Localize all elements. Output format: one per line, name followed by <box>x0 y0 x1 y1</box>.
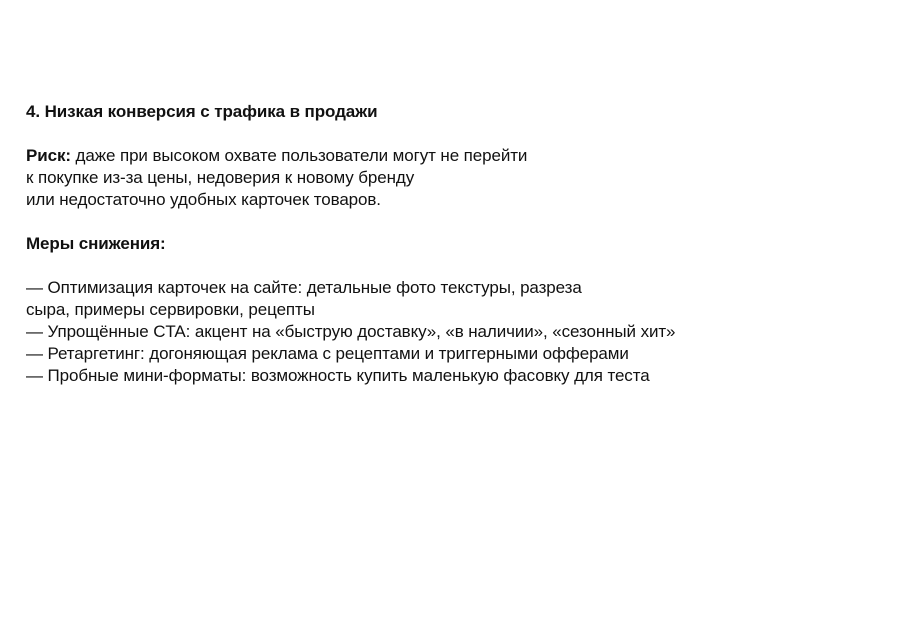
section-title: 4. Низкая конверсия с трафика в продажи <box>26 102 378 121</box>
spacer <box>26 255 886 277</box>
measure-item: — Ретаргетинг: догоняющая реклама с рецептами и триггерными офферами <box>26 344 629 363</box>
risk-text-line: или недостаточно удобных карточек товаров. <box>26 190 381 209</box>
risk-label: Риск: <box>26 146 71 165</box>
measure-item: — Пробные мини-форматы: возможность купить маленькую фасовку для теста <box>26 366 650 385</box>
measure-item-continuation: сыра, примеры сервировки, рецепты <box>26 300 315 319</box>
document-body <box>26 101 886 387</box>
spacer <box>26 123 886 145</box>
risk-text-line: даже при высоком охвате пользователи могут не перейти <box>70 146 528 165</box>
measure-item: — Упрощённые CTA: акцент на «быструю доставку», «в наличии», «сезонный хит» <box>26 322 676 341</box>
risk-text-line: к покупке из-за цены, недоверия к новому бренду <box>26 168 415 187</box>
risk-paragraph-line-1 <box>26 145 886 167</box>
spacer <box>26 211 886 233</box>
measure-item: — Оптимизация карточек на сайте: детальные фото текстуры, разреза <box>26 278 582 297</box>
measures-heading: Меры снижения: <box>26 234 166 253</box>
